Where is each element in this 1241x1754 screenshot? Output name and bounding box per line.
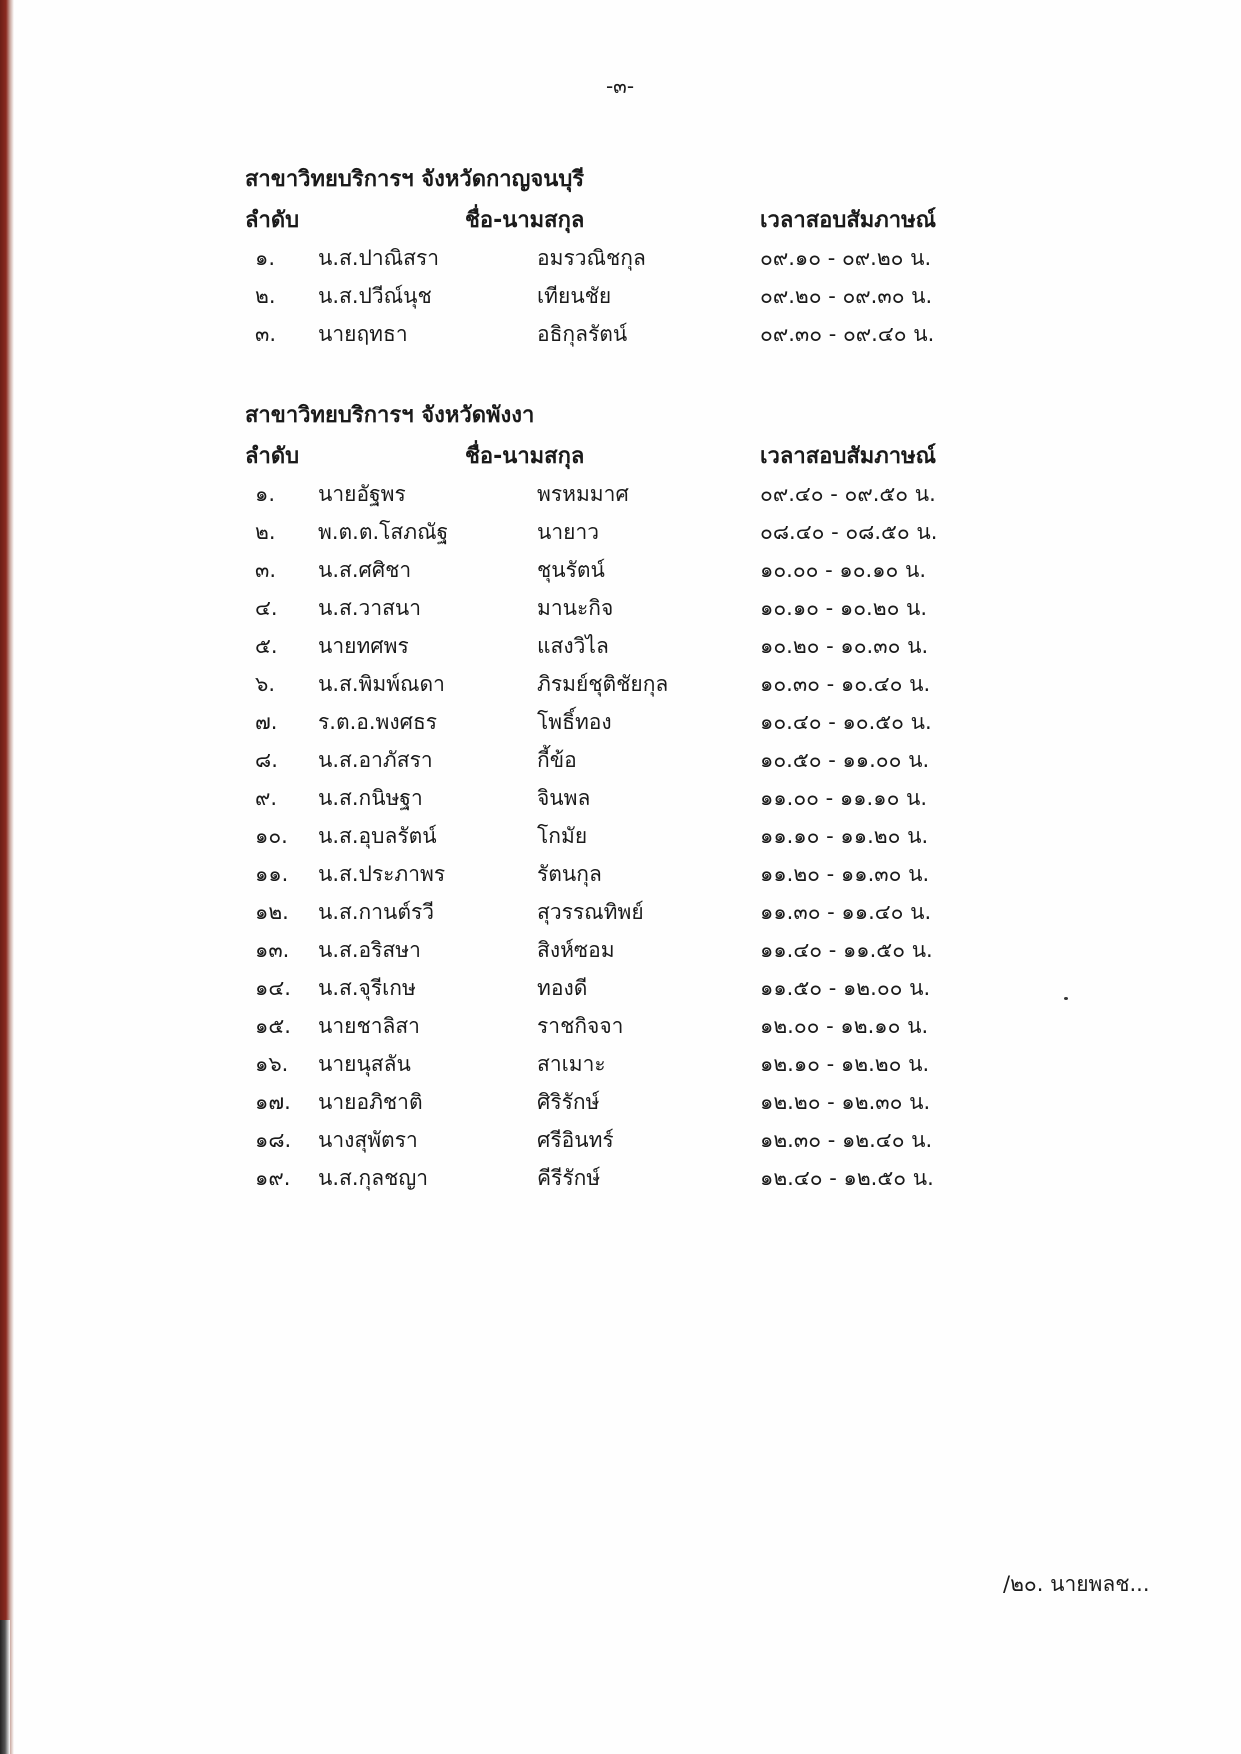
- row-order: ๔.: [255, 596, 278, 620]
- section-title: สาขาวิทยบริการฯ จังหวัดกาญจนบุรี: [245, 167, 585, 192]
- header-time: เวลาสอบสัมภาษณ์: [760, 208, 937, 233]
- page-number: -๓-: [605, 74, 635, 98]
- row-first-name: น.ส.วาสนา: [318, 596, 422, 620]
- table-header: [245, 434, 1005, 472]
- row-order: ๘.: [255, 748, 278, 772]
- row-last-name: คีรีรักษ์: [537, 1166, 601, 1190]
- row-first-name: น.ส.พิมพ์ณดา: [318, 672, 445, 696]
- row-last-name: สุวรรณทิพย์: [537, 900, 644, 924]
- row-time: ๐๙.๑๐ - ๐๙.๒๐ น.: [760, 246, 932, 270]
- table-row: [245, 548, 1005, 586]
- table-row: [245, 1080, 1005, 1118]
- row-time: ๑๑.๐๐ - ๑๑.๑๐ น.: [760, 786, 928, 810]
- row-order: ๓.: [255, 558, 277, 582]
- header-time: เวลาสอบสัมภาษณ์: [760, 444, 937, 469]
- row-time: ๑๒.๓๐ - ๑๒.๔๐ น.: [760, 1128, 933, 1152]
- row-last-name: ราชกิจจา: [537, 1014, 624, 1038]
- row-order: ๑๖.: [255, 1052, 289, 1076]
- header-name: ชื่อ-นามสกุล: [465, 444, 585, 469]
- row-order: ๑.: [255, 246, 276, 270]
- row-time: ๑๐.๔๐ - ๑๐.๕๐ น.: [760, 710, 932, 734]
- row-time: ๑๑.๒๐ - ๑๑.๓๐ น.: [760, 862, 930, 886]
- row-first-name: น.ส.อุบลรัตน์: [318, 824, 437, 848]
- row-order: ๒.: [255, 284, 276, 308]
- row-order: ๓.: [255, 322, 277, 346]
- row-last-name: พรหมมาศ: [537, 482, 629, 506]
- row-time: ๐๙.๔๐ - ๐๙.๕๐ น.: [760, 482, 936, 506]
- row-order: ๑๗.: [255, 1090, 291, 1114]
- row-time: ๑๑.๔๐ - ๑๑.๕๐ น.: [760, 938, 933, 962]
- table-row: [245, 586, 1005, 624]
- row-first-name: น.ส.จุรีเกษ: [318, 976, 416, 1000]
- row-order: ๗.: [255, 710, 278, 734]
- row-last-name: จินพล: [537, 786, 591, 810]
- row-last-name: แสงวิไล: [537, 634, 609, 658]
- row-first-name: น.ส.ปวีณ์นุช: [318, 284, 432, 308]
- row-time: ๑๑.๓๐ - ๑๑.๔๐ น.: [760, 900, 932, 924]
- table-row: [245, 890, 1005, 928]
- row-order: ๖.: [255, 672, 276, 696]
- row-order: ๑๙.: [255, 1166, 291, 1190]
- row-last-name: กี้ข้อ: [537, 748, 577, 772]
- row-time: ๐๙.๒๐ - ๐๙.๓๐ น.: [760, 284, 933, 308]
- row-first-name: นายนุสลัน: [318, 1052, 411, 1076]
- row-first-name: นายทศพร: [318, 634, 409, 658]
- row-time: ๑๐.๒๐ - ๑๐.๓๐ น.: [760, 634, 929, 658]
- row-time: ๑๑.๕๐ - ๑๒.๐๐ น.: [760, 976, 931, 1000]
- row-time: ๑๐.๕๐ - ๑๑.๐๐ น.: [760, 748, 930, 772]
- row-last-name: สาเมาะ: [537, 1052, 606, 1076]
- table-row: [245, 776, 1005, 814]
- row-last-name: ศรีอินทร์: [537, 1128, 614, 1152]
- row-order: ๑.: [255, 482, 276, 506]
- row-order: ๑๘.: [255, 1128, 292, 1152]
- row-first-name: น.ส.กนิษฐา: [318, 786, 423, 810]
- table-header: [245, 198, 1005, 236]
- row-time: ๑๒.๒๐ - ๑๒.๓๐ น.: [760, 1090, 931, 1114]
- table-row: [245, 1042, 1005, 1080]
- row-order: ๑๔.: [255, 976, 291, 1000]
- section-title: สาขาวิทยบริการฯ จังหวัดพังงา: [245, 403, 535, 428]
- row-time: ๑๒.๔๐ - ๑๒.๕๐ น.: [760, 1166, 934, 1190]
- table-row: [245, 738, 1005, 776]
- table-row: [245, 1004, 1005, 1042]
- row-first-name: นายอภิชาติ: [318, 1090, 423, 1114]
- row-last-name: ภิรมย์ชุติชัยกุล: [537, 672, 669, 696]
- row-last-name: โพธิ์ทอง: [537, 710, 612, 734]
- row-first-name: นายอัฐพร: [318, 482, 406, 506]
- table-row: [245, 928, 1005, 966]
- row-order: ๒.: [255, 520, 276, 544]
- table-row: [245, 510, 1005, 548]
- table-body: [245, 236, 1005, 350]
- row-first-name: น.ส.ประภาพร: [318, 862, 446, 886]
- row-time: ๑๐.๑๐ - ๑๐.๒๐ น.: [760, 596, 928, 620]
- table-row: [245, 624, 1005, 662]
- row-first-name: นางสุพัตรา: [318, 1128, 418, 1152]
- row-first-name: น.ส.กุลชญา: [318, 1166, 429, 1190]
- row-time: ๑๐.๓๐ - ๑๐.๔๐ น.: [760, 672, 931, 696]
- table-row: [245, 236, 1005, 274]
- scan-left-edge: [0, 0, 14, 1754]
- row-first-name: ร.ต.อ.พงศธร: [318, 710, 438, 734]
- row-order: ๑๕.: [255, 1014, 291, 1038]
- row-last-name: สิงห์ซอม: [537, 938, 615, 962]
- row-order: ๑๑.: [255, 862, 289, 886]
- table-row: [245, 274, 1005, 312]
- row-last-name: รัตนกุล: [537, 862, 602, 886]
- row-first-name: นายฤทธา: [318, 322, 408, 346]
- table-row: [245, 852, 1005, 890]
- table-row: [245, 966, 1005, 1004]
- row-first-name: น.ส.ศศิชา: [318, 558, 412, 582]
- row-time: ๑๒.๐๐ - ๑๒.๑๐ น.: [760, 1014, 929, 1038]
- table-row: [245, 472, 1005, 510]
- row-time: ๑๑.๑๐ - ๑๑.๒๐ น.: [760, 824, 929, 848]
- row-order: ๕.: [255, 634, 278, 658]
- table-row: [245, 814, 1005, 852]
- section-kanchanaburi: [245, 162, 1005, 350]
- row-order: ๑๓.: [255, 938, 290, 962]
- scan-left-edge-bottom: [0, 1620, 10, 1754]
- row-last-name: เทียนชัย: [537, 284, 612, 308]
- table-row: [245, 700, 1005, 738]
- row-last-name: ทองดี: [537, 976, 588, 1000]
- scan-speck: [1064, 997, 1068, 1000]
- continuation-note: /๒๐. นายพลช...: [1003, 1572, 1150, 1596]
- table-row: [245, 1118, 1005, 1156]
- row-first-name: นายชาลิสา: [318, 1014, 420, 1038]
- table-row: [245, 1156, 1005, 1194]
- row-last-name: มานะกิจ: [537, 596, 614, 620]
- row-last-name: อมรวณิชกุล: [537, 246, 646, 270]
- header-order: ลำดับ: [245, 208, 300, 233]
- row-last-name: นายาว: [537, 520, 600, 544]
- row-time: ๑๒.๑๐ - ๑๒.๒๐ น.: [760, 1052, 930, 1076]
- section-phangnga: [245, 398, 1005, 1194]
- table-row: [245, 312, 1005, 350]
- row-order: ๙.: [255, 786, 278, 810]
- row-first-name: น.ส.ปาณิสรา: [318, 246, 440, 270]
- table-body: [245, 472, 1005, 1194]
- header-name: ชื่อ-นามสกุล: [465, 208, 585, 233]
- row-last-name: โกมัย: [537, 824, 588, 848]
- row-order: ๑๒.: [255, 900, 289, 924]
- row-last-name: ศิริรักษ์: [537, 1090, 600, 1114]
- row-time: ๑๐.๐๐ - ๑๐.๑๐ น.: [760, 558, 927, 582]
- row-time: ๐๙.๓๐ - ๐๙.๔๐ น.: [760, 322, 935, 346]
- row-time: ๐๘.๔๐ - ๐๘.๕๐ น.: [760, 520, 938, 544]
- header-order: ลำดับ: [245, 444, 300, 469]
- row-last-name: อธิกุลรัตน์: [537, 322, 628, 346]
- row-first-name: น.ส.อาภัสรา: [318, 748, 433, 772]
- row-last-name: ชุนรัตน์: [537, 558, 605, 582]
- row-first-name: น.ส.อริสษา: [318, 938, 421, 962]
- row-first-name: พ.ต.ต.โสภณัฐ: [318, 520, 449, 544]
- row-order: ๑๐.: [255, 824, 288, 848]
- table-row: [245, 662, 1005, 700]
- row-first-name: น.ส.กานต์รวี: [318, 900, 435, 924]
